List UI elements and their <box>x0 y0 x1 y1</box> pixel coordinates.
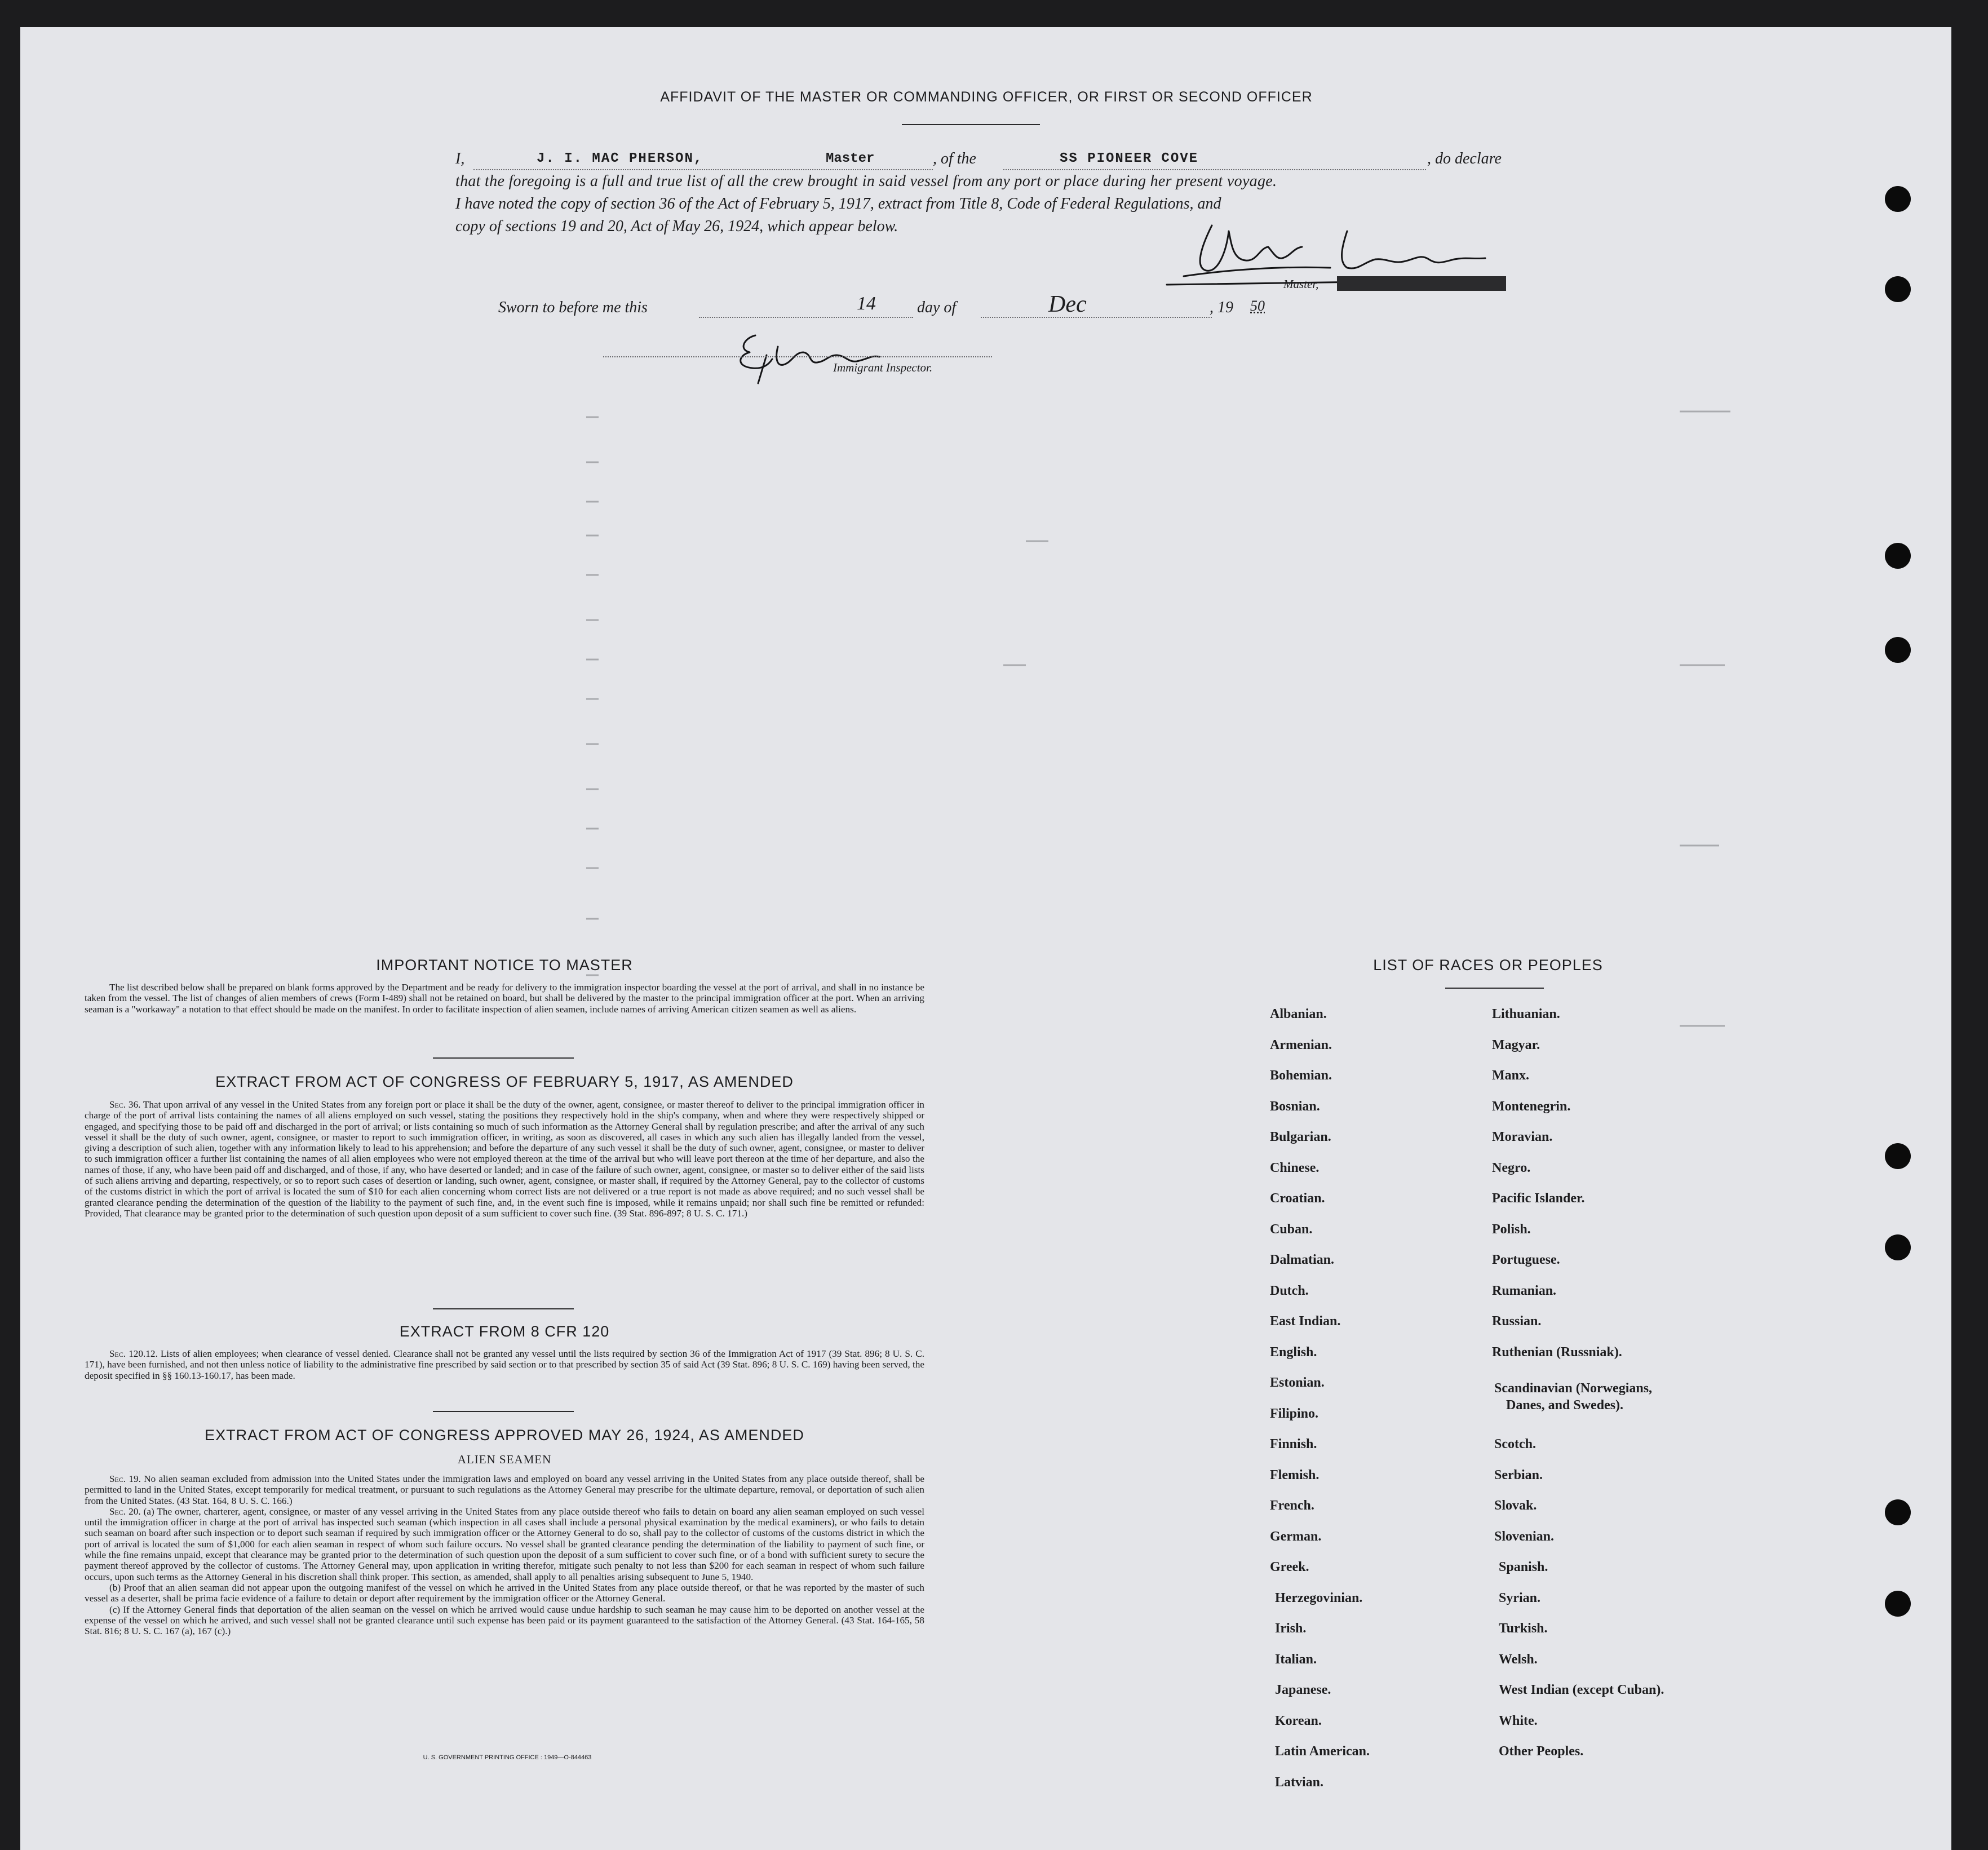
race-left: Cuban. <box>1270 1222 1313 1237</box>
extract-1924-body <box>85 1473 924 1636</box>
extract-1917-title: EXTRACT FROM ACT OF CONGRESS OF FEBRUARY 5, 1917, AS AMENDED <box>215 1073 794 1090</box>
race-left: Dutch. <box>1270 1284 1309 1298</box>
notice-title: IMPORTANT NOTICE TO MASTER <box>376 957 633 973</box>
races-title: LIST OF RACES OR PEOPLES <box>1373 957 1603 973</box>
inspector-signature <box>733 324 947 386</box>
divider <box>433 1057 574 1059</box>
race-right: Negro. <box>1492 1161 1531 1175</box>
race-right: Serbian. <box>1494 1468 1543 1482</box>
punch-hole <box>1885 1499 1911 1525</box>
section-text: Lists of alien employees; when clearance of vessel denied. Clearance shall not be granted any vessel until the lists required by section 36 of the Immigration Act of 1917 (39 Stat. 896; 8 U. S. C. 171), have been furnished, and not then unless notice of liability to the administrative fine prescribed by said section or to that prescribed by section 35 of said Act (39 Stat. 896; 8 U. S. C. 169) having been served, the deposit specified in §§ 160.13-160.17, has been made. <box>85 1348 924 1381</box>
affidavit-title: AFFIDAVIT OF THE MASTER OR COMMANDING OFFICER, OR FIRST OR SECOND OFFICER <box>660 89 1313 105</box>
race-right: Scotch. <box>1494 1437 1536 1451</box>
section-text: (b) Proof that an alien seaman did not appear upon the outgoing manifest of the vessel on which he arrived in the United States from any place outside thereof, or that he was reported by the master of such vessel as a deserter, shall be prima facie evidence of a failure to detain or deport after requirement by the immigration officer or the Attorney General. <box>85 1582 924 1604</box>
divider <box>433 1411 574 1412</box>
race-right: Slovak. <box>1494 1498 1537 1513</box>
race-right: Polish. <box>1492 1222 1531 1237</box>
do-declare-label: , do declare <box>1427 150 1502 167</box>
punch-hole <box>1885 276 1911 302</box>
divider <box>1445 988 1544 989</box>
bleed-through-marks <box>564 395 1905 1127</box>
race-right: Spanish. <box>1499 1560 1548 1574</box>
extract-cfr-title: EXTRACT FROM 8 CFR 120 <box>399 1323 610 1340</box>
master-caption: Master, <box>1283 277 1319 291</box>
race-left: Italian. <box>1275 1652 1317 1667</box>
section-label: Sec. 20. <box>109 1506 141 1517</box>
race-left: East Indian. <box>1270 1314 1341 1329</box>
notice-text: The list described below shall be prepared on blank forms approved by the Department and be ready for delivery to the immigration inspector boarding the vessel at the port of arrival, and shall in no instance be taken from the vessel. The list of changes of alien members of crews (Form I-489) shall not be retained on board, but shall be delivered by the master to the principal immigration officer at the port. When an arriving seaman is a "workaway" a notation to that effect should be made on the manifest. In order to facilitate inspection of alien seamen, include names of arriving American citizen seamen as well as aliens. <box>85 982 924 1015</box>
section-text: That upon arrival of any vessel in the United States from any foreign port or place it shall be the duty of the owner, agent, consignee, or master thereof to deliver to the principal immigration officer in charge of the port of arrival lists containing the names of all aliens employed on such vessel, stating the positions they respectively hold in the ship's company, when and where they were respectively shipped or engaged, and specifying those to be paid off and discharged in the port of arrival; or lists containing so much of such information as the Attorney General shall by regulation prescribe; and after the arrival of any such vessel it shall be the duty of such owner, agent, consignee, or master to report to such immigration officer, in writing, as soon as discovered, all cases in which any such alien has illegally landed from the vessel, giving a description of such alien, together with any information likely to lead to his apprehension; and before the departure of any such vessel it shall be the duty of such owner, agent, consignee, or master to deliver to such immigration officer a further list containing the names of all alien employees who were not employed thereon at the time of the arrival but who will leave port thereon at the time of her departure, and also the names of those, if any, who have been paid off and discharged, and of those, if any, who have deserted or landed; and in case of the failure of such owner, agent, consignee, or master so to deliver either of the said lists of such aliens arriving and departing, respectively, or so to report such cases of desertion or landing, such owner, agent, consignee, or master shall, if required by the Attorney General, pay to the collector of customs of the customs district in which the port of arrival is located the sum of $10 for each alien concerning whom correct lists are not delivered or a true report is not made as above required; and no such vessel shall be granted clearance pending the determination of the question of the liability to the payment of such fine, and, in the event such fine is imposed, while it remains unpaid; nor shall such fine be remitted or refunded: Provided, That clearance may be granted prior to the determination of such question upon deposit of a sum sufficient to cover such fine. (39 Stat. 896-897; 8 U. S. C. 171.) <box>85 1099 924 1219</box>
race-right: Syrian. <box>1499 1591 1541 1605</box>
vessel-name: SS PIONEER COVE <box>1060 151 1199 166</box>
race-right: Portuguese. <box>1492 1252 1560 1267</box>
declaration-line: copy of sections 19 and 20, Act of May 26, 1924, which appear below. <box>455 218 898 235</box>
punch-hole <box>1885 186 1911 212</box>
struck-title-block <box>1337 276 1506 291</box>
race-right: Danes, and Swedes). <box>1506 1398 1624 1413</box>
alien-seamen-subtitle: ALIEN SEAMEN <box>457 1453 552 1466</box>
race-right: Turkish. <box>1499 1621 1548 1636</box>
race-right: Magyar. <box>1492 1038 1540 1052</box>
sworn-label: Sworn to before me this <box>498 299 648 316</box>
extract-cfr-body <box>85 1348 924 1381</box>
race-right: Lithuanian. <box>1492 1007 1560 1021</box>
race-right: Rumanian. <box>1492 1284 1557 1298</box>
race-left: Greek. <box>1270 1560 1309 1574</box>
section-text: (c) If the Attorney General finds that deportation of the alien seaman on the vessel on which he arrived would cause undue hardship to such seaman he may cause him to be deported on another vessel at the expense of the vessel on which he arrived, and such vessel shall not be granted clearance until such expense has been paid or its payment guaranteed to the satisfaction of the Attorney General. (43 Stat. 164-165, 58 Stat. 816; 8 U. S. C. 167 (a), 167 (c).) <box>85 1604 924 1637</box>
race-right: Scandinavian (Norwegians, <box>1494 1381 1653 1396</box>
declaration-line: I have noted the copy of section 36 of the Act of February 5, 1917, extract from Title 8, Code of Federal Regulations, and <box>455 195 1221 213</box>
race-left: Bohemian. <box>1270 1068 1332 1083</box>
race-right: White. <box>1499 1714 1538 1728</box>
race-left: German. <box>1270 1529 1322 1544</box>
master-rank: Master <box>826 151 875 166</box>
race-left: Latvian. <box>1275 1775 1324 1790</box>
race-left: Latin American. <box>1275 1744 1370 1759</box>
section-text: No alien seaman excluded from admission into the United States under the immigration laws and employed on board any vessel arriving in the United States from any place outside thereof, shall be permitted to land in the United States, except temporarily for medical treatment, or pursuant to such regulations as the Attorney General may prescribe for the ultimate departure, removal, or deportation of such alien from the United States. (43 Stat. 164, 8 U. S. C. 166.) <box>85 1473 924 1506</box>
name-line <box>473 169 933 170</box>
inspector-line <box>603 356 992 357</box>
year-prefix: , 19 <box>1210 299 1233 316</box>
race-left: Korean. <box>1275 1714 1322 1728</box>
day-of-label: day of <box>917 299 957 316</box>
punch-hole <box>1885 1234 1911 1260</box>
race-left: Chinese. <box>1270 1161 1320 1175</box>
vessel-line <box>1003 169 1426 170</box>
extract-1924-title: EXTRACT FROM ACT OF CONGRESS APPROVED MAY 26, 1924, AS AMENDED <box>205 1427 804 1444</box>
race-left: French. <box>1270 1498 1314 1513</box>
race-left: Armenian. <box>1270 1038 1332 1052</box>
race-right: Other Peoples. <box>1499 1744 1584 1759</box>
sworn-month: Dec <box>1048 291 1087 317</box>
master-name: J. I. MAC PHERSON, <box>537 151 703 166</box>
race-left: Estonian. <box>1270 1375 1325 1390</box>
race-right: Montenegrin. <box>1492 1099 1571 1114</box>
race-left: Flemish. <box>1270 1468 1320 1482</box>
race-left: Croatian. <box>1270 1191 1325 1206</box>
punch-hole <box>1885 1143 1911 1169</box>
race-right: West Indian (except Cuban). <box>1499 1683 1664 1697</box>
race-left: English. <box>1270 1345 1317 1360</box>
race-left: Japanese. <box>1275 1683 1331 1697</box>
race-right: Manx. <box>1492 1068 1529 1083</box>
extract-1917-body <box>85 1099 924 1219</box>
race-left: Irish. <box>1275 1621 1307 1636</box>
race-left: Albanian. <box>1270 1007 1327 1021</box>
sworn-day: 14 <box>857 293 876 314</box>
divider <box>902 124 1040 125</box>
race-right: Russian. <box>1492 1314 1542 1329</box>
race-right: Ruthenian (Russniak). <box>1492 1345 1622 1360</box>
section-label: Sec. 120.12. <box>109 1348 158 1359</box>
sworn-year: 50 <box>1250 298 1265 314</box>
divider <box>433 1308 574 1309</box>
race-left: Filipino. <box>1270 1406 1319 1421</box>
race-left: Herzegovinian. <box>1275 1591 1363 1605</box>
race-right: Pacific Islander. <box>1492 1191 1585 1206</box>
declaration-line: that the foregoing is a full and true list of all the crew brought in said vessel from any port or place during her present voyage. <box>455 172 1277 190</box>
race-right: Welsh. <box>1499 1652 1538 1667</box>
month-line <box>981 317 1212 318</box>
section-label: Sec. 19. <box>109 1473 141 1484</box>
race-right: Moravian. <box>1492 1130 1553 1144</box>
punch-hole <box>1885 1591 1911 1617</box>
inspector-caption: Immigrant Inspector. <box>833 361 933 374</box>
race-right: Slovenian. <box>1494 1529 1555 1544</box>
of-the-label: , of the <box>933 150 976 167</box>
race-left: Bulgarian. <box>1270 1130 1331 1144</box>
printer-imprint: U. S. GOVERNMENT PRINTING OFFICE : 1949—O-844463 <box>423 1754 592 1761</box>
section-label: Sec. 36. <box>109 1099 141 1110</box>
affidavit-pronoun: I, <box>455 150 465 167</box>
race-left: Bosnian. <box>1270 1099 1320 1114</box>
notice-body <box>85 982 924 1015</box>
section-text: (a) The owner, charterer, agent, consignee, or master of any vessel arriving in the United States from any place outside thereof who fails to detain on board any alien seaman employed on such vessel until the immigration officer in charge at the port of arrival has inspected such seaman (which inspection in all cases shall include a personal physical examination by the medical examiners), or who fails to detain such seaman on board after such inspection or to deport such seaman if required by such immigration officer or the Attorney General to do so, shall pay to the collector of customs of the customs district in which the port of arrival is located the sum of $1,000 for each alien seaman in respect of whom such failure occurs. No vessel shall be granted clearance pending the determination of the liability to payment of such fine, or while the fine remains unpaid, except that clearance may be granted prior to the determination of such question upon the deposit of a sum sufficient to cover such fine, or of a bond with sufficient surety to secure the payment thereof approved by the collector of customs. The Attorney General may, upon application in writing therefor, mitigate such penalty to not less than $200 for each seaman in respect of whom such failure occurs, upon such terms as the Attorney General in his discretion shall think proper. This section, as amended, shall apply to all penalties arising subsequent to June 5, 1940. <box>85 1506 924 1582</box>
race-left: Finnish. <box>1270 1437 1317 1451</box>
day-line <box>699 317 913 318</box>
race-left: Dalmatian. <box>1270 1252 1334 1267</box>
